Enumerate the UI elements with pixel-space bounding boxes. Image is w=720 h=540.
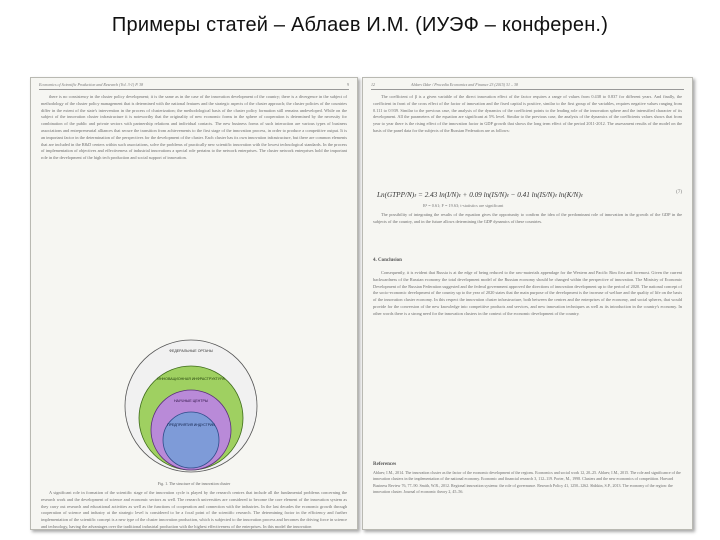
- diagram-label-green: ИННОВАЦИОННАЯ ИНФРАСТРУКТУРА: [157, 377, 225, 381]
- innovation-cluster-diagram: [121, 336, 261, 474]
- body-text-top: [373, 94, 682, 188]
- equation-stats: R² = 0.61; F = 19.63; t-statistics are significant: [423, 203, 504, 208]
- running-head-text: Economics of Scientific Production and Research (Vol. 3-1) P. 38: [39, 82, 144, 87]
- equation-number: (7): [676, 190, 682, 195]
- body-text-conclusion: [373, 270, 682, 456]
- section-heading: 4. Conclusion: [373, 258, 402, 263]
- page-number: 12: [371, 82, 375, 87]
- paragraph: A significant role in formation of the scientific stage of the innovation cycle is played by the research centres that include all the fundamental problems concerning the research work and the development of science and economic sectors as well. The research universities are considered to become the core element of the innovation system as they carry out research and educational activities as well as the functions of cooperation and connection with the industries. In the last decades the economic growth through cooperation of science and industry at the strategic level is considered to be a focal point of the scientific research. The determining factor in the efficiency and further implementation of the scientific concept is a new type of the cluster innovation production, which is subjected to the innovation process and becomes the driving force in science and technology, having the advantages over the traditional industrial production with the highest effectiveness of the enterprises. In this model the innovation: [41, 490, 347, 529]
- ring-blue-core: [163, 412, 219, 468]
- running-head-left: [39, 82, 349, 90]
- paragraph: Consequently, it is evident that Russia is at the edge of being reduced to the raw-materials appendage for the Western and Pacific Rim first and foremost. Given the current backwardness of the Russian economy the total development model of the Russian economy should be changed within the perspective of innovation. The Ministry of Economic Development of the Russian Federation suggested and the federal government approved the directions of innovation development up to the period of 2020. The national concept of the socio-economic development of the country up to the year of 2020 states that the main purpose of the development is the increase of welfare and the quality of life on the basis of the innovation cluster economy. In this respect the innovation cluster infrastructure, both between the centres and the enterprises of the economy, and social spheres, that would provide for the conversion of the new knowledge into competitive products and services, and new innovation techniques as well as its introduction in the country's economy. In other words there is a strong need for the innovation clusters in the context of the economic development of the country.: [373, 270, 682, 316]
- page-number: 9: [347, 82, 349, 87]
- body-text-mid: [373, 212, 682, 248]
- equation: [377, 190, 682, 199]
- body-text-bottom: [41, 490, 347, 529]
- references-heading: References: [373, 462, 397, 467]
- references-list: Ablaev, I.M., 2014. The innovation cluster as the factor of the economic development of the regions. Economics and social work 12, 20–25. Ablaev, I.M., 2015. The role and significance of the innovation clusters in the implementation of the national economy. Economic and financial research 3, 112–119. Porter, M., 1998. Clusters and the new economics of competition. Harvard Business Review 76, 77–90. Smith, W.R., 2012. Regional innovation systems: the role of governance. Research Policy 41, 1250–1262. Shihkin, S.P., 2013. The economy of the region: the innovation cluster. Journal of economic theory 2, 45–56.: [373, 470, 681, 494]
- article-page-left: [30, 77, 358, 530]
- diagram-label-purple: НАУЧНЫЕ ЦЕНТРЫ: [173, 399, 209, 403]
- body-text-top: [41, 94, 347, 332]
- figure-caption: Fig. 1. The structure of the innovation cluster: [157, 481, 231, 486]
- diagram-label-outer: ФЕДЕРАЛЬНЫЕ ОРГАНЫ: [169, 349, 213, 353]
- running-head-text: Ablaev Ildar / Procedia Economics and Finance 23 (2015) 31 – 38: [411, 82, 519, 87]
- references: [373, 462, 682, 495]
- running-head-right: [371, 82, 684, 90]
- paragraph: there is no consistency in the cluster policy development; it is the same as in the case of the innovation development of the country; there is a divergence in the subject of methodology of the cluster policy management that is determined with the national features and the strategic aspects of the cluster approach; the cluster policies of the countries differ in the extent of the state's intervention in the process of clusterization; the methodological basis of the cluster policy formation still remains undeveloped. While on the subject of the innovation cluster infrastructure it is noteworthy that the originality of new economic forms in the sphere of cooperation is determined by the necessity for combination of the public and private sectors with partnership relations and individual contacts. The new business forms of such interaction are various types of business associations and entrepreneurial alliances that secure the transition from achievements to the first stage of the innovation process, in order to produce a competitive output. It is an important factor in the determination of the perspectives for the development of the cluster. Each cluster has its own innovation infrastructure, but there are common elements that are included in the R&D centers within such associations, solve the problems of practically new scientific innovation with the lowest technological standards. In the process of implementation of objectives and effectiveness of industrial innovations a special role pertains to the network enterprises. The cluster network enterprises hold the important role in the development of the high tech production and social support of innovation.: [41, 94, 347, 161]
- diagram-label-core: ПРЕДПРИЯТИЯ ИНДУСТРИИ: [167, 423, 215, 427]
- slide-title: Примеры статей – Аблаев И.М. (ИУЭФ – конферен.): [111, 14, 609, 36]
- article-page-right: [362, 77, 693, 530]
- paragraph: The possibility of integrating the results of the equation gives the opportunity to confirm the idea of the predominant role of innovation in the growth of the GDP in the subjects of the country, and in the future allows determining the GDP dynamics of these countries.: [373, 212, 682, 224]
- paragraph: The coefficient of β is a given variable of the direct innovation effect of the factor requires a range of values from 0.438 to 0.837 for different years. And finally, the coefficient in front of the cross effect of the factor of innovation and the fixed capital is positive, similar to the first group of the variables, requires negative values ranging from 0.111 to 0.939. Similar to the previous case, the analysis of the dynamics of the coefficient points to the leading role of the innovation sphere and the intensified character of its development. All the parameters of the equation are significant at 5% level. Similar to the previous case, the analysis of the dynamics of the coefficients values shows that from year to year there is the rising effect of the innovation factor in GDP growth that shows the long term effect of the period 2011-2012. The assessment results of the model on the basis of the panel data for the subjects of the Russian Federation are as follows:: [373, 94, 682, 133]
- equation-text: Ln(GTPP/N)ₜ = 2.43 ln(I/N)ₜ + 0.09 ln(IS/N)ₜ − 0.41 ln(IS/N)ₜ ln(K/N)ₜ: [377, 191, 583, 199]
